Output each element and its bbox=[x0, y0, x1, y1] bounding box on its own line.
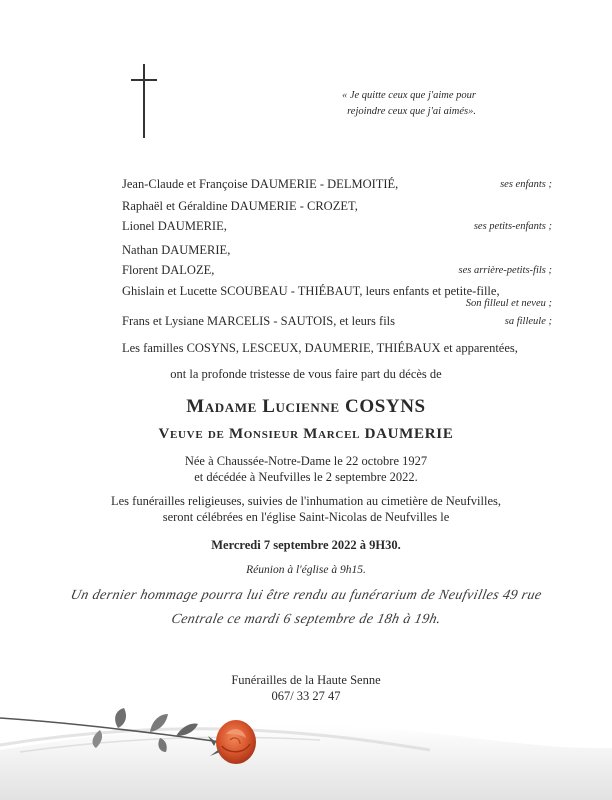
funeral-home-phone: 067/ 33 27 47 bbox=[271, 689, 341, 703]
family-relation: ses enfants ; bbox=[500, 179, 552, 190]
family-name: Florent DALOZE, bbox=[122, 263, 215, 277]
funeral-home: Funérailles de la Haute Senne bbox=[231, 673, 381, 687]
birth-info: Née à Chaussée-Notre-Dame le 22 octobre 1927 bbox=[184, 454, 428, 468]
family-relation: sa filleule ; bbox=[504, 316, 552, 327]
widow-of: Veuve de Monsieur Marcel DAUMERIE bbox=[158, 426, 454, 442]
families-line: Les familles COSYNS, LESCEUX, DAUMERIE, THIÉBAUX et apparentées, bbox=[122, 341, 518, 355]
family-row bbox=[122, 284, 552, 309]
family-name: Jean-Claude et Françoise DAUMERIE - DELMOITIÉ, bbox=[122, 177, 399, 191]
death-info: et décédée à Neufvilles le 2 septembre 2022. bbox=[194, 470, 418, 484]
family-relation: ses arrière-petits-fils ; bbox=[458, 265, 552, 276]
quote bbox=[300, 88, 476, 120]
quote-line-1: « Je quitte ceux que j'aime pour bbox=[341, 90, 476, 101]
family-row bbox=[122, 243, 552, 258]
family-name: Lionel DAUMERIE, bbox=[122, 219, 227, 233]
family-relation: Son filleul et neveu ; bbox=[465, 298, 552, 309]
funeral-date: Mercredi 7 septembre 2022 à 9H30. bbox=[211, 538, 401, 552]
quote-line-2: rejoindre ceux que j'ai aimés». bbox=[347, 106, 476, 117]
deceased-name: Madame Lucienne COSYNS bbox=[186, 396, 426, 417]
reunion-info: Réunion à l'église à 9h15. bbox=[246, 564, 366, 576]
handwritten-note-line-1: Un dernier hommage pourra lui être rendu au funérarium de Neufvilles 49 rue bbox=[69, 588, 544, 603]
announcement: ont la profonde tristesse de vous faire part du décès de bbox=[170, 367, 442, 381]
cross-icon bbox=[131, 64, 157, 138]
family-relation: ses petits-enfants ; bbox=[473, 221, 552, 232]
family-name: Nathan DAUMERIE, bbox=[122, 243, 231, 257]
family-name: Raphaël et Géraldine DAUMERIE - CROZET, bbox=[122, 199, 358, 213]
family-row bbox=[122, 199, 552, 214]
family-row bbox=[122, 177, 552, 192]
family-name: Frans et Lysiane MARCELIS - SAUTOIS, et leurs fils bbox=[122, 314, 396, 328]
family-name: Ghislain et Lucette SCOUBEAU - THIÉBAUT, leurs enfants et petite-fille, bbox=[122, 284, 500, 298]
family-row bbox=[122, 263, 552, 278]
family-row bbox=[122, 314, 552, 329]
rose-illustration bbox=[0, 690, 612, 800]
handwritten-note-line-2: Centrale ce mardi 6 septembre de 18h à 19h. bbox=[169, 612, 443, 627]
funeral-info-1: Les funérailles religieuses, suivies de l'inhumation au cimetière de Neufvilles, bbox=[111, 494, 501, 508]
funeral-info-2: seront célébrées en l'église Saint-Nicolas de Neufvilles le bbox=[162, 510, 450, 524]
family-row bbox=[122, 219, 552, 234]
